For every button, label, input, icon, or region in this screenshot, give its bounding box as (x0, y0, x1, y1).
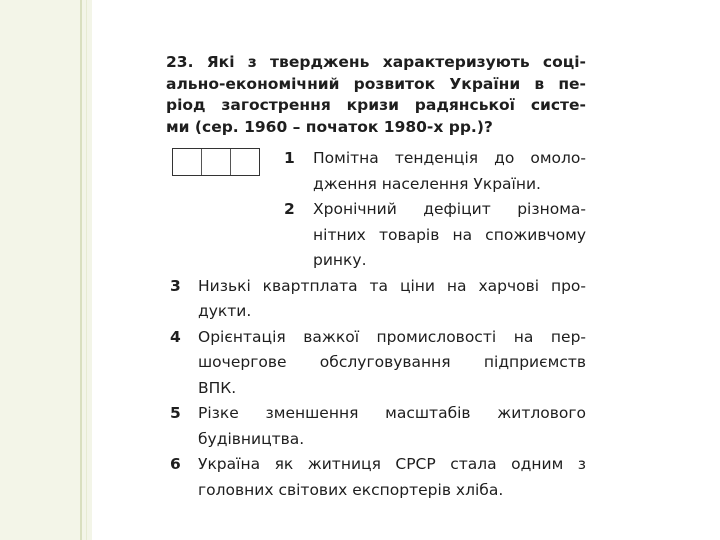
option-number: 2 (284, 200, 295, 218)
option-1 (166, 146, 586, 197)
option-line: дукти. (198, 302, 252, 320)
option-line: Орієнтація важкої промисловості на пер- (198, 327, 586, 346)
option-line: Різке зменшення масштабів житлового (198, 404, 586, 422)
option-line: Україна як житниця СРСР стала одним з (198, 455, 586, 473)
option-6 (166, 452, 586, 503)
question-line: ми (сер. 1960 – початок 1980-х рр.)? (166, 117, 493, 136)
slide-left-divider-thin (86, 0, 87, 540)
option-line: будівництва. (198, 429, 305, 448)
option-line: шочергове обслуговування підприємств (198, 353, 586, 371)
question-line: 23. Які з тверджень характеризують соці- (166, 53, 586, 71)
option-line: ринку. (313, 251, 367, 269)
question-line: ально-економічний розвиток України в пе- (166, 74, 586, 93)
question-text (166, 52, 586, 138)
option-line: нітних товарів на споживчому (313, 225, 586, 244)
option-3 (166, 274, 586, 325)
option-line: Помітна тенденція до омоло- (313, 149, 586, 167)
option-line: головних світових експортерів хліба. (198, 480, 504, 499)
question-line: ріод загострення кризи радянської систе- (166, 96, 586, 114)
slide-left-band (0, 0, 92, 540)
option-number: 4 (170, 327, 181, 346)
option-2 (166, 197, 586, 274)
option-line: Хронічний дефіцит різнома- (313, 200, 586, 218)
option-line: ВПК. (198, 378, 237, 397)
option-line: Низькі квартплата та ціни на харчові про- (198, 276, 586, 295)
option-number: 3 (170, 276, 181, 295)
option-4 (166, 325, 586, 402)
option-number: 1 (284, 149, 295, 167)
option-number: 5 (170, 404, 181, 422)
slide-left-divider (80, 0, 82, 540)
test-question-document (166, 52, 586, 503)
option-number: 6 (170, 455, 181, 473)
option-5 (166, 401, 586, 452)
option-line: дження населення України. (313, 174, 541, 193)
answer-area (166, 146, 586, 503)
